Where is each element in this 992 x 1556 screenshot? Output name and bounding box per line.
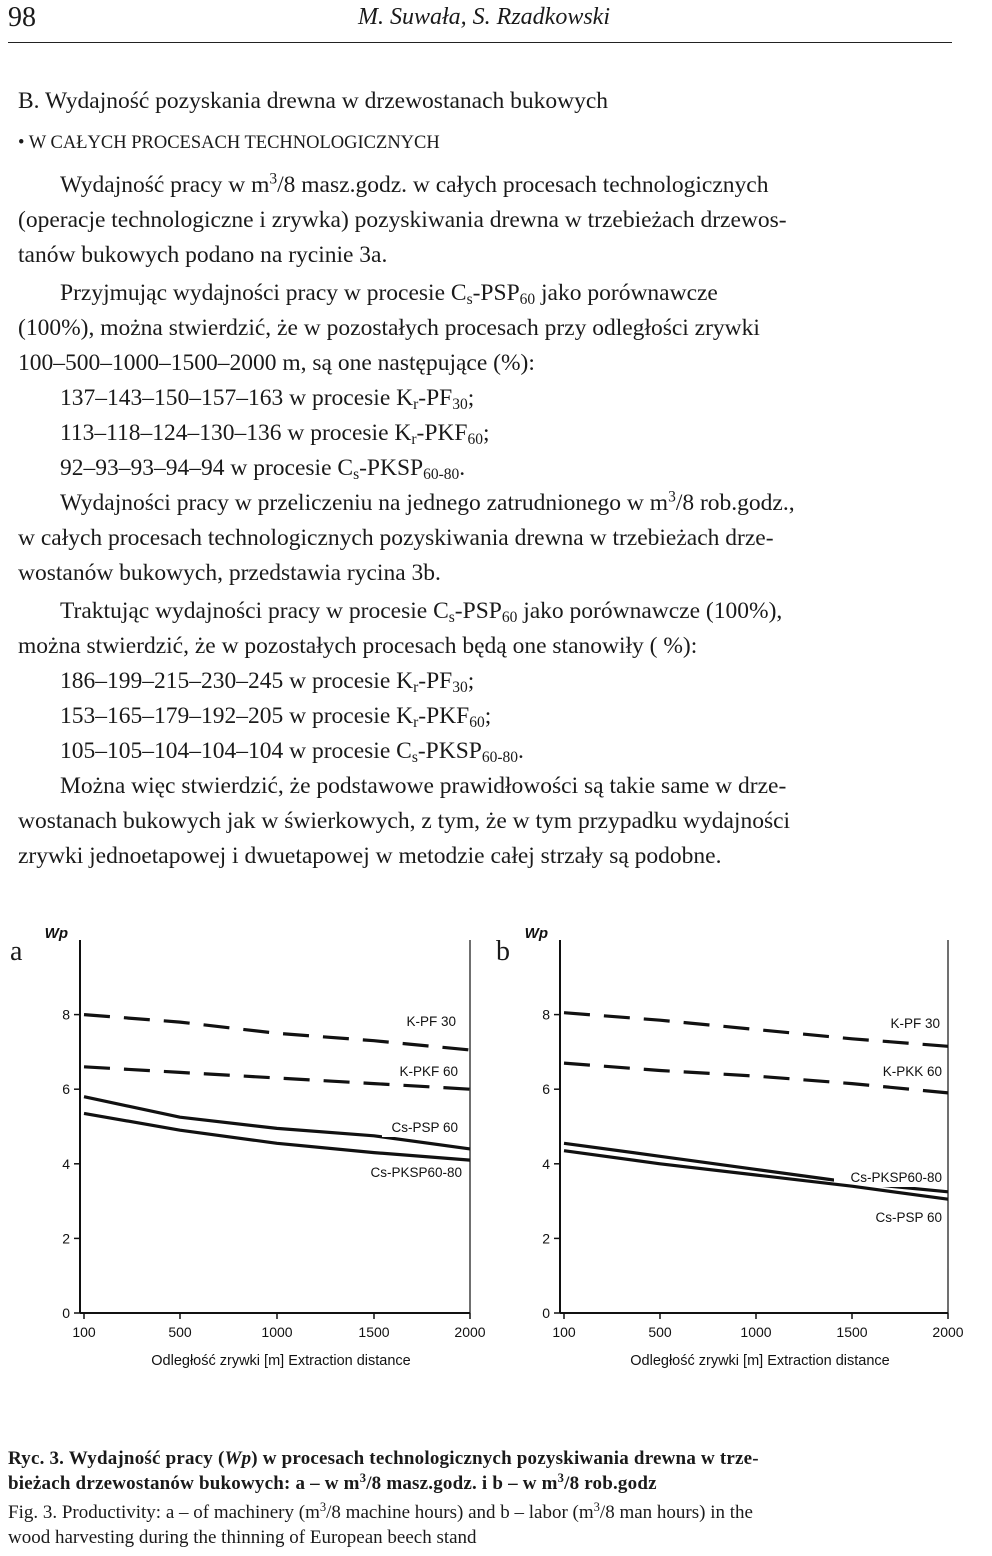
x-tick-label: 2000 <box>454 1324 486 1340</box>
series-label: K-PF 30 <box>890 1016 940 1031</box>
series-label: Cs-PKSP60-80 <box>850 1170 942 1185</box>
section-title: B. Wydajność pozyskania drewna w drzewostanach bukowych <box>18 88 609 114</box>
x-tick-label: 1500 <box>358 1324 390 1340</box>
page-header <box>8 0 952 43</box>
y-tick-label: 8 <box>62 1006 70 1023</box>
paragraph-line: zrywki jednoetapowej i dwuetapowej w metodzie całej strzały są podobne. <box>18 843 722 869</box>
series-label: K-PKK 60 <box>882 1064 942 1079</box>
x-tick-label: 2000 <box>932 1324 964 1340</box>
caption-english: Fig. 3. Productivity: a – of machinery ($m^3/8$ machine hours) and b – labor ($m^3/8$ man hours) in the <box>8 1500 753 1523</box>
paragraph-line: można stwierdzić, że w pozostałych procesach będą one stanowiły ( %): <box>18 633 698 659</box>
y-axis-label: Wp <box>44 925 68 942</box>
y-axis-label: Wp <box>524 925 548 942</box>
y-tick-label: 6 <box>62 1081 70 1098</box>
x-tick-label: 1000 <box>261 1324 293 1340</box>
panel-letter-a: a <box>10 936 23 967</box>
series-label: Cs-PSP 60 <box>391 1120 458 1135</box>
y-tick-label: 2 <box>542 1230 550 1247</box>
productivity-chart-a <box>0 925 486 1390</box>
paragraph-line: Wydajność pracy w $m^3/8$ masz.godz. w całych procesach technologicznych <box>60 170 769 198</box>
caption-polish: bieżach drzewostanów bukowych: a – w $m^3/8$ masz.godz. i b – w $m^3/8$ rob.godz <box>8 1471 657 1494</box>
x-tick-label: 100 <box>72 1324 96 1340</box>
panel-letter-b: b <box>496 936 510 967</box>
bullet-heading: • W CAŁYCH PROCESACH TECHNOLOGICZNYCH <box>18 133 440 153</box>
paragraph-line: tanów bukowych podano na rycinie 3a. <box>18 242 388 268</box>
paragraph-line: Można więc stwierdzić, że podstawowe prawidłowości są takie same w drze- <box>60 773 787 799</box>
y-tick-label: 4 <box>542 1155 550 1172</box>
caption-polish: Ryc. 3. Wydajność pracy (Wp) w procesach technologicznych pozyskiwania drewna w trze- <box>8 1448 759 1469</box>
x-tick-label: 500 <box>168 1324 192 1340</box>
x-tick-label: 1000 <box>740 1324 772 1340</box>
x-axis-label: Odległość zrywki [m] Extraction distance <box>630 1353 890 1369</box>
series-label: Cs-PSP 60 <box>875 1210 942 1225</box>
list-item: 137–143–150–157–163 w procesie $K_r-PF_{30}$; <box>60 385 475 413</box>
list-item: 105–105–104–104–104 w procesie $C_s-PKSP_{60-80}$. <box>60 738 524 766</box>
paragraph-line: wostanów bukowych, przedstawia rycina 3b. <box>18 560 441 586</box>
x-tick-label: 1500 <box>836 1324 868 1340</box>
series-label: K-PKF 60 <box>399 1064 458 1079</box>
paragraph-line: (100%), można stwierdzić, że w pozostałych procesach przy odległości zrywki <box>18 315 760 341</box>
list-item: 153–165–179–192–205 w procesie $K_r-PKF_{60}$; <box>60 703 492 731</box>
y-tick-label: 0 <box>62 1305 70 1321</box>
y-tick-label: 2 <box>62 1230 70 1247</box>
y-tick-label: 8 <box>542 1006 550 1023</box>
y-tick-label: 6 <box>542 1081 550 1098</box>
x-axis-label: Odległość zrywki [m] Extraction distance <box>151 1353 411 1369</box>
y-tick-label: 4 <box>62 1155 70 1172</box>
caption-english: wood harvesting during the thinning of European beech stand <box>8 1527 477 1548</box>
x-tick-label: 500 <box>648 1324 672 1340</box>
list-item: 113–118–124–130–136 w procesie $K_r-PKF_{60}$; <box>60 420 490 448</box>
paragraph-line: Traktując wydajności pracy w procesie $C_s-PSP_{60}$ jako porównawcze (100%), <box>60 598 783 626</box>
paragraph-line: Przyjmując wydajności pracy w procesie $C_s-PSP_{60}$ jako porównawcze <box>60 280 718 308</box>
paragraph-line: (operacje technologiczne i zrywka) pozyskiwania drewna w trzebieżach drzewos- <box>18 207 787 233</box>
x-tick-label: 100 <box>552 1324 576 1340</box>
list-item: 186–199–215–230–245 w procesie $K_r-PF_{30}$; <box>60 668 475 696</box>
paragraph-line: wostanach bukowych jak w świerkowych, z tym, że w tym przypadku wydajności <box>18 808 791 834</box>
paragraph-line: w całych procesach technologicznych pozyskiwania drewna w trzebieżach drze- <box>18 525 774 551</box>
productivity-chart-b <box>480 925 964 1390</box>
series-label: Cs-PKSP60-80 <box>370 1165 462 1180</box>
paragraph-line: Wydajności pracy w przeliczeniu na jednego zatrudnionego w $m^3/8$ rob.godz., <box>60 488 795 516</box>
list-item: 92–93–93–94–94 w procesie $C_s-PKSP_{60-80}$. <box>60 455 466 483</box>
running-head-authors: M. Suwała, S. Rzadkowski <box>358 4 610 30</box>
y-tick-label: 0 <box>542 1305 550 1321</box>
page-number: 98 <box>8 2 36 33</box>
paragraph-line: 100–500–1000–1500–2000 m, są one następujące (%): <box>18 350 535 376</box>
series-label: K-PF 30 <box>406 1014 456 1029</box>
